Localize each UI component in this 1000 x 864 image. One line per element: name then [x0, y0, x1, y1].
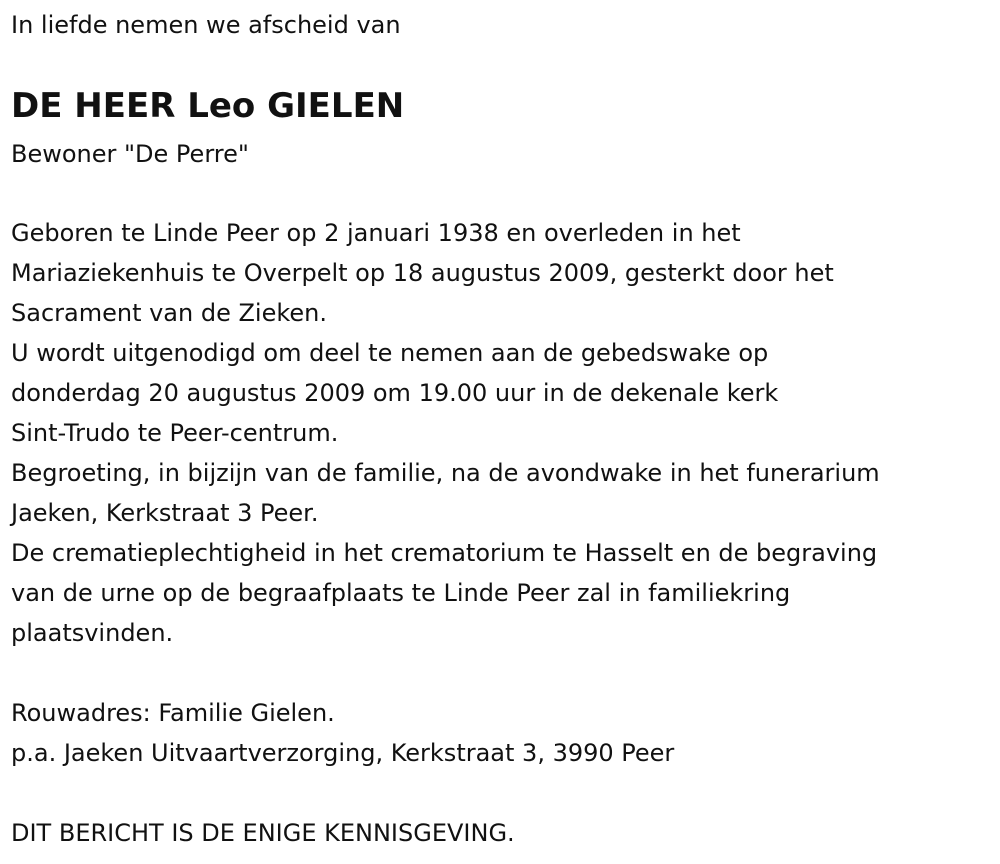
- residence-subtitle: Bewoner "De Perre": [11, 140, 249, 168]
- body-line: Jaeken, Kerkstraat 3 Peer.: [11, 499, 319, 527]
- closing-statement: DIT BERICHT IS DE ENIGE KENNISGEVING.: [11, 819, 515, 847]
- address-line: p.a. Jaeken Uitvaartverzorging, Kerkstraat 3, 3990 Peer: [11, 739, 675, 767]
- body-line: U wordt uitgenodigd om deel te nemen aan de gebedswake op: [11, 339, 769, 367]
- mourning-address: [11, 693, 674, 773]
- body-line: donderdag 20 augustus 2009 om 19.00 uur in de dekenale kerk: [11, 379, 779, 407]
- body-line: van de urne op de begraafplaats te Linde Peer zal in familiekring: [11, 579, 791, 607]
- body-line: De crematieplechtigheid in het crematorium te Hasselt en de begraving: [11, 539, 878, 567]
- intro-text: In liefde nemen we afscheid van: [11, 11, 401, 39]
- notice-body: [11, 213, 880, 653]
- body-line: Mariaziekenhuis te Overpelt op 18 augustus 2009, gesterkt door het: [11, 259, 834, 287]
- body-line: Begroeting, in bijzijn van de familie, na de avondwake in het funerarium: [11, 459, 880, 487]
- body-line: plaatsvinden.: [11, 619, 174, 647]
- body-line: Geboren te Linde Peer op 2 januari 1938 en overleden in het: [11, 219, 741, 247]
- body-line: Sacrament van de Zieken.: [11, 299, 328, 327]
- deceased-name: DE HEER Leo GIELEN: [11, 86, 405, 126]
- address-line: Rouwadres: Familie Gielen.: [11, 699, 335, 727]
- body-line: Sint-Trudo te Peer-centrum.: [11, 419, 339, 447]
